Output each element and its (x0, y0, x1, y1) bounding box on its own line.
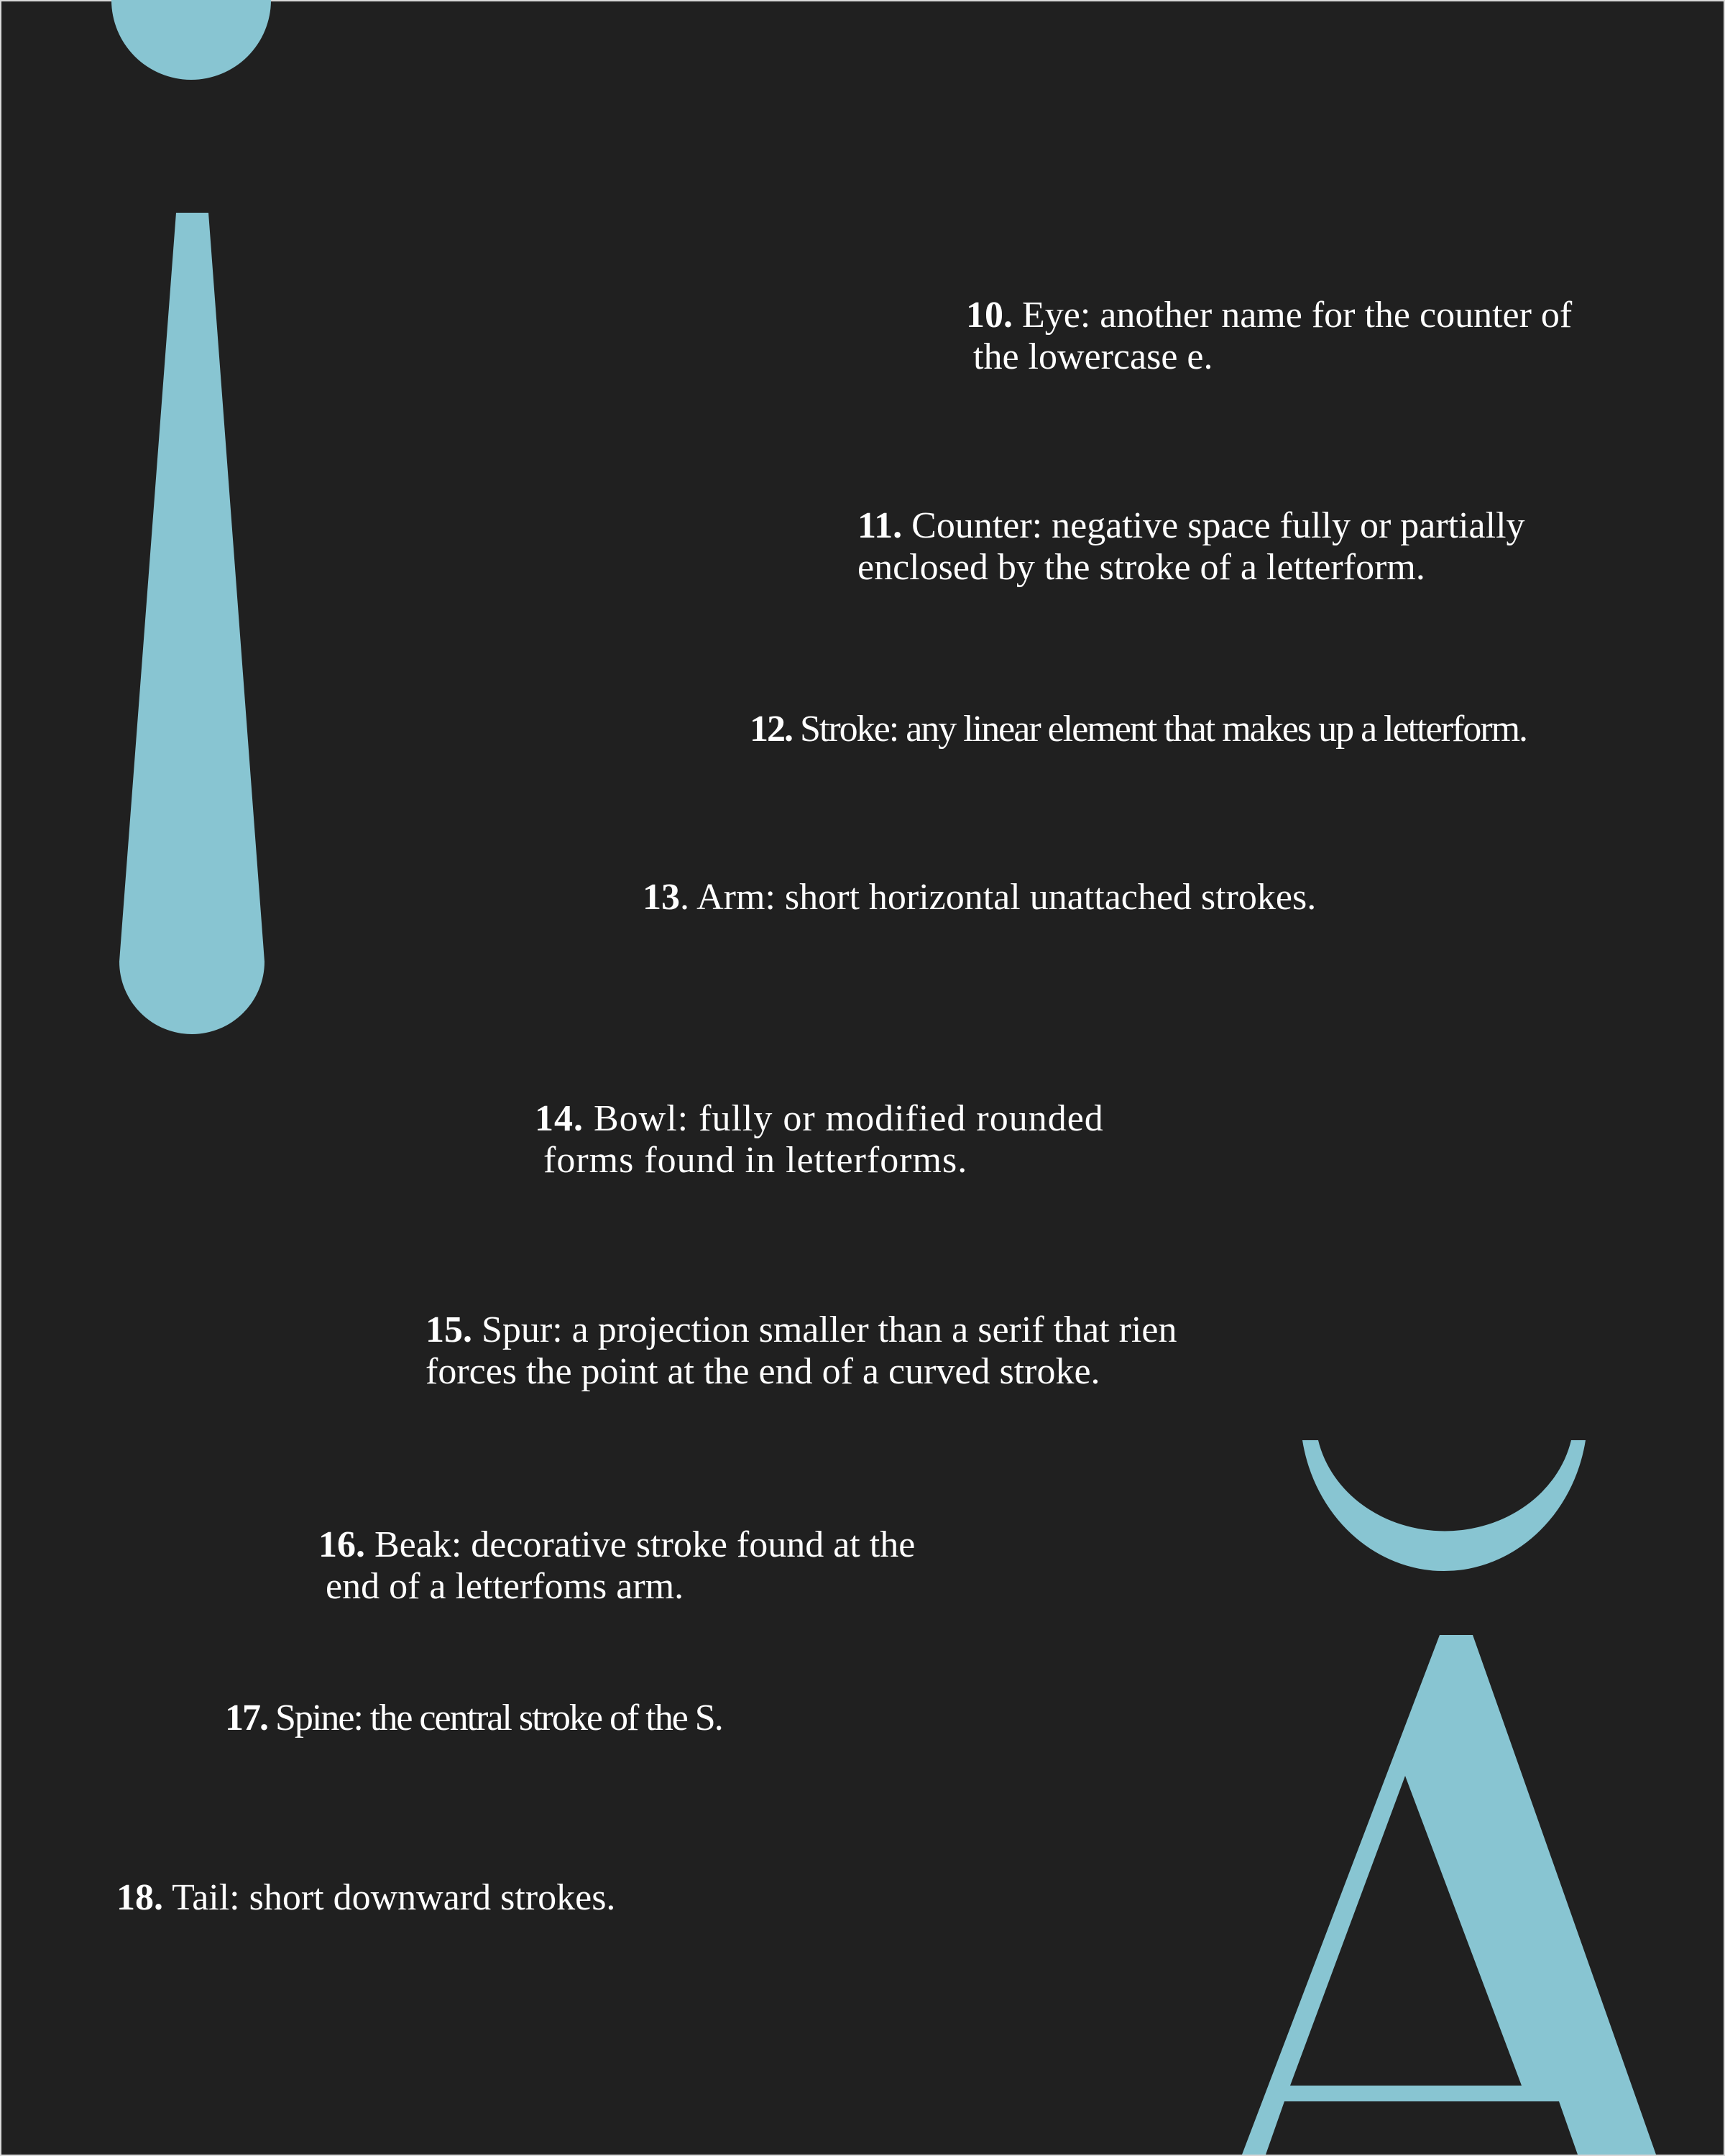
term-definition-continued: enclosed by the stroke of a letterform. (857, 547, 1425, 588)
term-arm (643, 877, 1316, 918)
term-definition: Tail: short downward strokes. (172, 1877, 616, 1918)
term-definition: Spine: the central stroke of the S. (275, 1697, 722, 1738)
term-definition-continued: the lowercase e. (973, 336, 1213, 377)
term-counter (857, 505, 1525, 589)
term-bowl (535, 1098, 1104, 1181)
term-definition: Counter: negative space fully or partially (911, 505, 1525, 546)
term-stroke (750, 709, 1527, 750)
term-beak (318, 1524, 915, 1608)
term-number: 14. (535, 1098, 584, 1139)
term-spine (225, 1697, 722, 1739)
term-definition-continued: forms found in letterforms. (543, 1140, 968, 1181)
term-number: 16. (318, 1524, 365, 1565)
term-number: 10. (966, 295, 1013, 336)
term-definition: Beak: decorative stroke found at the (374, 1524, 916, 1565)
term-spur (426, 1309, 1177, 1393)
term-definition-continued: end of a letterfoms arm. (326, 1566, 684, 1607)
term-definition: Bowl: fully or modified rounded (594, 1098, 1104, 1139)
term-number: 13 (643, 877, 680, 918)
breve-shape (1302, 1440, 1586, 1571)
a-crossbar-shape (1279, 2086, 1541, 2101)
a-letter-shape (1242, 1635, 1656, 2155)
term-eye (966, 295, 1572, 378)
term-definition: . Arm: short horizontal unattached strokes. (680, 877, 1317, 918)
term-number: 11. (857, 505, 903, 546)
term-number: 18. (116, 1877, 163, 1918)
term-number: 12. (750, 709, 792, 750)
term-definition: Spur: a projection smaller than a serif that rien (482, 1309, 1177, 1350)
term-definition-continued: forces the point at the end of a curved stroke. (426, 1351, 1100, 1392)
term-tail (116, 1877, 615, 1919)
term-number: 17. (225, 1697, 267, 1738)
term-number: 15. (426, 1309, 472, 1350)
term-definition: Stroke: any linear element that makes up a letterform. (800, 709, 1527, 750)
term-definition: Eye: another name for the counter of (1022, 295, 1573, 336)
